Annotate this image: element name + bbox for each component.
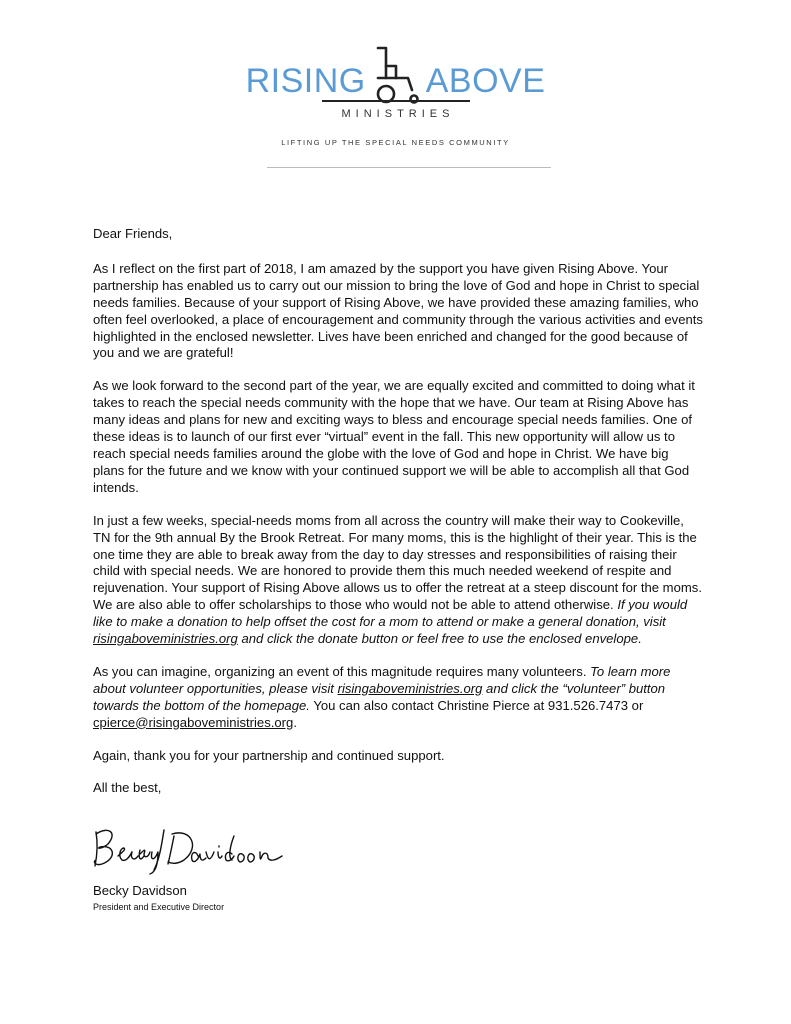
signature [88, 822, 288, 876]
salutation: Dear Friends, [93, 226, 173, 241]
paragraph-3-donate-text: If you would like to make a donation to help offset the cost for a mom to attend or make a general donation, visit risingaboveministries.org and click the donate button or feel free to use the enclosed envelope. [93, 597, 688, 647]
paragraph-2: As we look forward to the second part of the year, we are equally excited and committed to doing what it takes to reach the special needs community with the hope that we have. Our team at Rising Above has many ideas and plans for new and exciting ways to bless and encourage special needs families. One of these ideas is to launch of our first ever “virtual” event in the fall. This new opportunity will allow us to reach special needs families around the globe with the love of God and hope in Christ. We have big plans for the future and we know with your continued support we will be able to accomplish all that God intends. [93, 378, 695, 495]
letter-body [93, 226, 703, 813]
signer-name: Becky Davidson [93, 883, 187, 898]
tagline: LIFTING UP THE SPECIAL NEEDS COMMUNITY [281, 138, 510, 147]
logo-word-left: RISING [245, 62, 366, 100]
paragraph-3 [93, 513, 703, 648]
header-divider [267, 167, 551, 168]
logo-subtitle: MINISTRIES [341, 108, 455, 120]
paragraph-3-text: In just a few weeks, special-needs moms from all across the country will make their way to Cookeville, TN for the 9th annual By the Brook Retreat. For many moms, this is the highlight of their year. This is the one time they are able to break away from the day to day stresses and responsibilities of raising their child with special needs. We are honored to provide them this much needed weekend of respite and rejuvenation. Your support of Rising Above allows us to offer the retreat at a steep discount for the moms. We are also able to offer scholarships to those who would not be able to attend otherwise. [93, 512, 702, 613]
logo-wordmark [0, 44, 791, 106]
volunteer-link[interactable]: risingaboveministries.org [337, 680, 483, 696]
donate-link[interactable]: risingaboveministries.org [93, 631, 238, 647]
wheelchair-icon [368, 44, 424, 106]
signer-title: President and Executive Director [93, 902, 225, 912]
closing: All the best, [93, 780, 162, 796]
paragraph-1: As I reflect on the first part of 2018, I am amazed by the support you have given Rising Above. Your partnership has enabled us to carry out our mission to bring the love of God and hope in Christ to special needs families. Because of your support of Rising Above, we have provided these amazing families, who often feel overlooked, a place of encouragement and community through the various activities and events highlighted in the enclosed newsletter. Lives have been enriched and changed for the good because of you and we are grateful! [93, 260, 703, 361]
paragraph-4-contact-text: You can also contact Christine Pierce at 931.526.7473 or [309, 697, 644, 713]
paragraph-4-text: As you can imagine, organizing an event of this magnitude requires many volunteers. [93, 663, 591, 679]
logo [0, 44, 791, 147]
email-link[interactable]: cpierce@risingaboveministries.org [93, 714, 294, 730]
paragraph-4: As you can imagine, organizing an event of this magnitude requires many volunteers. To learn more about volunteer opportunities, please visit risingaboveministries.org and click the “volunteer” button towards the bottom of the homepage. You can also contact Christine Pierce at 931.526.7473 or cpierce@risingaboveministries.org. [93, 663, 671, 730]
paragraph-5: Again, thank you for your partnership and continued support. [93, 747, 445, 763]
logo-word-right: ABOVE [425, 62, 546, 100]
paragraph-4-volunteer-text: To learn more about volunteer opportunities, please visit risingaboveministries.org and click the “volunteer” button towards the bottom of the homepage. [93, 663, 671, 713]
